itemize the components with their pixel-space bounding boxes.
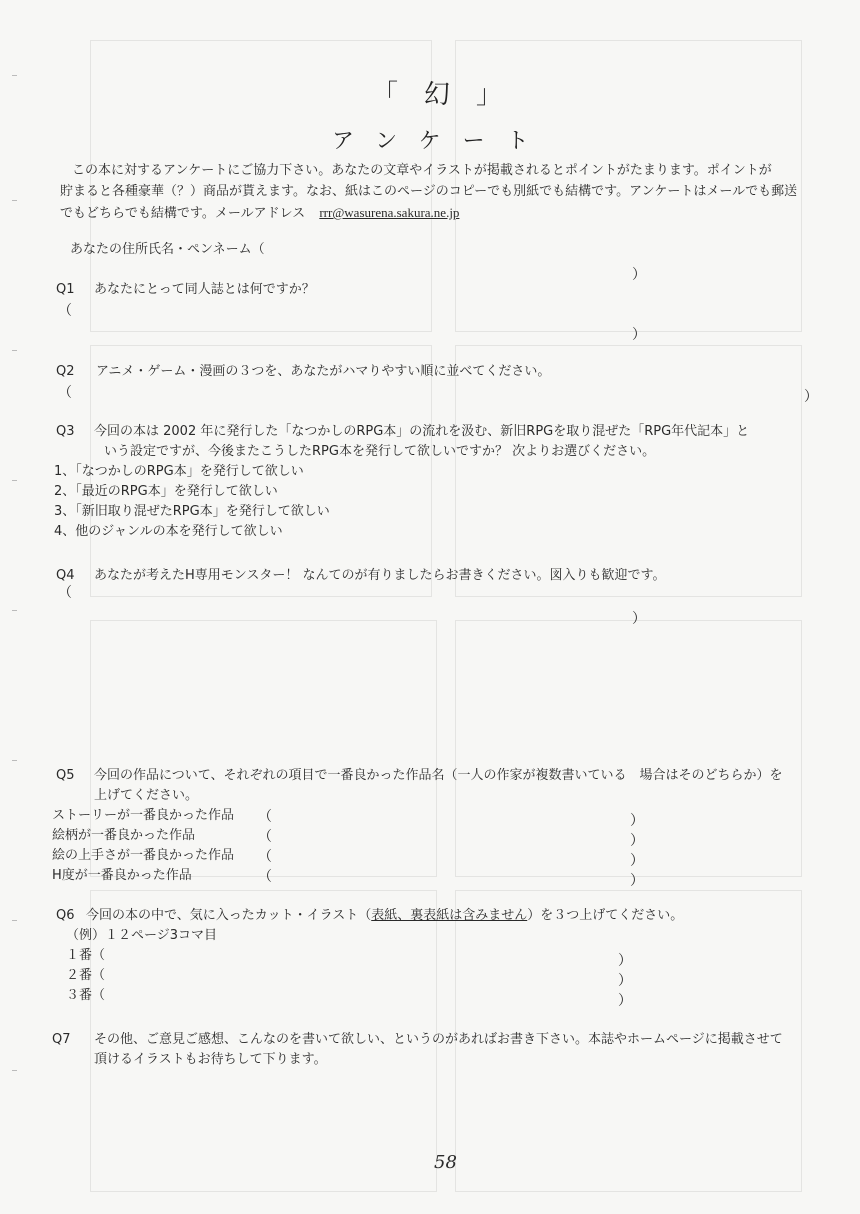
intro-line-text: でもどちらでも結構です。メールアドレス — [60, 206, 306, 221]
q7-number: Q7 — [52, 1032, 71, 1047]
open-paren: （ — [258, 829, 272, 845]
q1-text: あなたにとって同人誌とは何ですか？ — [94, 282, 315, 297]
open-paren: （ — [58, 303, 72, 319]
q1-number: Q1 — [56, 282, 75, 297]
show-through-panel — [455, 620, 802, 877]
margin-tick — [12, 1070, 17, 1071]
q3-text: 今回の本は 2002 年に発行した「なつかしのRPG本」の流れを汲む、新旧RPGを取り混ぜた「RPG年代記本」と — [94, 424, 750, 439]
q5-number: Q5 — [56, 768, 75, 783]
close-paren: ） — [630, 873, 644, 889]
q5-item: ストーリーが一番良かった作品 — [52, 808, 235, 823]
close-paren: ） — [618, 973, 632, 989]
q6-text-before: 今回の本の中で、気に入ったカット・イラスト（ — [86, 908, 372, 923]
q6-number: Q6 — [56, 908, 75, 923]
open-paren: （ — [258, 809, 272, 825]
margin-tick — [12, 480, 17, 481]
close-paren: ） — [618, 993, 632, 1009]
open-paren: （ — [258, 849, 272, 865]
q3-option: 3、「新旧取り混ぜたRPG本」を発行して欲しい — [54, 504, 330, 519]
q3-option: 2、「最近のRPG本」を発行して欲しい — [54, 484, 278, 499]
q2-text: アニメ・ゲーム・漫画の３つを、あなたがハマりやすい順に並べてください。 — [96, 364, 551, 379]
q4-text: あなたが考えたH専用モンスター！ なんてのが有りましたらお書きください。図入りも歓迎です。 — [94, 568, 666, 583]
email-address[interactable]: rrr@wasurena.sakura.ne.jp — [319, 205, 460, 220]
q6-rank: ３番（ — [66, 988, 106, 1003]
q7-text: その他、ご意見ご感想、こんなのを書いて欲しい、というのがあればお書き下さい。本誌やホームページに掲載させて — [94, 1032, 783, 1047]
q5-item: 絵の上手さが一番良かった作品 — [52, 848, 235, 863]
q4-number: Q4 — [56, 568, 75, 583]
close-paren: ） — [804, 389, 818, 405]
open-paren: （ — [58, 385, 72, 401]
intro-line — [60, 202, 830, 224]
q6-text-after: ）を３つ上げてください。 — [527, 908, 684, 923]
close-paren: ） — [632, 327, 646, 343]
q6-text — [86, 908, 683, 924]
close-paren: ） — [630, 853, 644, 869]
q3-number: Q3 — [56, 424, 75, 439]
page-subtitle: アンケート — [332, 129, 551, 154]
q5-item: H度が一番良かった作品 — [52, 868, 192, 883]
margin-tick — [12, 200, 17, 201]
q3-option: 4、他のジャンルの本を発行して欲しい — [54, 524, 283, 539]
show-through-panel — [455, 345, 802, 597]
q6-example: （例）１２ページ3コマ目 — [66, 928, 218, 943]
q5-item: 絵柄が一番良かった作品 — [52, 828, 196, 843]
open-paren: （ — [58, 585, 72, 601]
open-paren: （ — [258, 869, 272, 885]
close-paren: ） — [632, 267, 646, 283]
q2-number: Q2 — [56, 364, 75, 379]
close-paren: ） — [630, 813, 644, 829]
margin-tick — [12, 920, 17, 921]
q6-text-underlined: 表紙、裏表紙は含みません — [371, 908, 528, 923]
q5-text: 上げてください。 — [94, 788, 199, 803]
page-title: 「 幻 」 — [372, 80, 503, 110]
margin-tick — [12, 350, 17, 351]
address-label: あなたの住所氏名・ペンネーム（ — [70, 242, 265, 257]
q6-rank: ２番（ — [66, 968, 106, 983]
margin-tick — [12, 760, 17, 761]
q3-option: 1、「なつかしのRPG本」を発行して欲しい — [54, 464, 304, 479]
intro-line: 貯まると各種豪華（？）商品が貰えます。なお、紙はこのページのコピーでも別紙でも結構です。アンケートはメールでも郵送 — [60, 184, 798, 199]
q3-text: いう設定ですが、今後またこうしたRPG本を発行して欲しいですか？ 次よりお選びください。 — [104, 444, 656, 459]
q6-rank: １番（ — [66, 948, 106, 963]
page-number: 58 — [434, 1152, 457, 1173]
q7-text: 頂けるイラストもお待ちして下ります。 — [94, 1052, 327, 1067]
margin-tick — [12, 610, 17, 611]
margin-tick — [12, 75, 17, 76]
intro-line: この本に対するアンケートにご協力下さい。あなたの文章やイラストが掲載されるとポイントがたまります。ポイントが — [72, 163, 772, 178]
close-paren: ） — [618, 953, 632, 969]
close-paren: ） — [632, 611, 646, 627]
intro-paragraph — [60, 160, 830, 224]
q5-text: 今回の作品について、それぞれの項目で一番良かった作品名（一人の作家が複数書いている 場合はそのどちらか）を — [94, 768, 783, 783]
close-paren: ） — [630, 833, 644, 849]
